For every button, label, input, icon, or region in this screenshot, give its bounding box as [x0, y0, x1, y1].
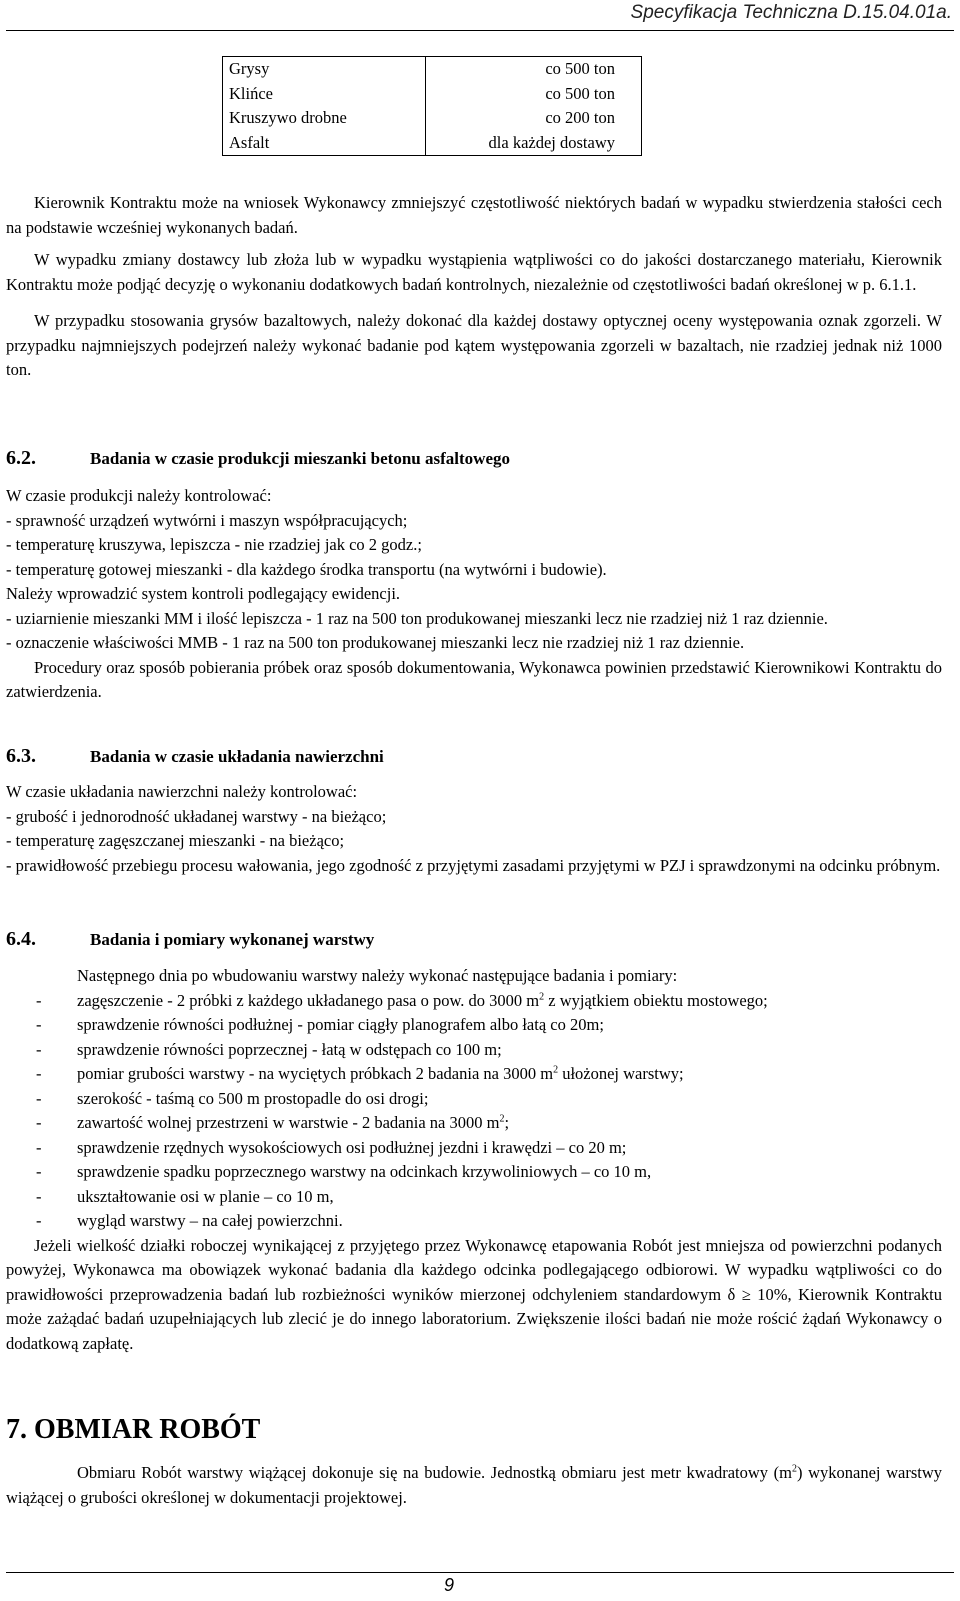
section-number: 6.3. — [6, 745, 36, 767]
frequency-cell: co 200 ton — [426, 106, 642, 131]
item-text: sprawdzenie spadku poprzecznego warstwy na odcinkach krzywoliniowych – co 10 m, — [77, 1162, 652, 1181]
section-title: Badania w czasie produkcji mieszanki betonu asfaltowego — [90, 449, 510, 468]
list-item — [6, 1185, 942, 1210]
frequency-cell: co 500 ton — [426, 57, 642, 82]
frequency-cell: dla każdej dostawy — [426, 131, 642, 156]
item-text: zawartość wolnej przestrzeni w warstwie - 2 badania na 3000 m — [77, 1113, 500, 1132]
section-number: 6.4. — [6, 928, 36, 950]
list-item — [6, 1111, 942, 1136]
dash-bullet: - — [36, 1113, 42, 1132]
section-heading-6-3 — [6, 745, 384, 768]
dash-bullet: - — [36, 1088, 42, 1108]
text-line: - prawidłowość przebiegu procesu wałowania, jego zgodność z przyjętymi zasadami przyjętymi w PZJ i sprawdzonymi na odcinku próbnym. — [6, 855, 941, 875]
frequency-cell: co 500 ton — [426, 82, 642, 107]
paragraph-text: Obmiaru Robót warstwy wiążącej dokonuje się na budowie. Jednostką obmiaru jest metr kwadratowy (m — [77, 1463, 792, 1482]
item-text: wygląd warstwy – na całej powierzchni. — [77, 1211, 343, 1230]
measurement-list — [6, 989, 942, 1234]
paragraph: Jeżeli wielkość działki roboczej wynikającej z przyjętego przez Wykonawcę etapowania Robót jest mniejsza od powierzchni podanych powyżej, Wykonawca ma obowiązek wykonać badania dla każdego odcinka podlegającego odbiorowi. W wypadku wątpliwości co do prawidłowości przeprowadzenia badań lub rozbieżności wyników mierzonej odchyleniem standardowym δ ≥ 10%, Kierownik Kontraktu może zażądać badań uzupełniających lub zlecić je do innego laboratorium. Zwiększenie ilości badań nie może rościć żądań Wykonawcy o dodatkową zapłatę. — [6, 1235, 942, 1353]
list-item — [6, 1087, 942, 1112]
item-text: sprawdzenie równości poprzecznej - łatą w odstępach co 100 m; — [77, 1039, 502, 1059]
list-item — [6, 989, 942, 1014]
section-heading-6-2 — [6, 447, 510, 470]
text-line: - temperaturę kruszywa, lepiszcza - nie rzadziej jak co 2 godz.; — [6, 535, 422, 554]
dash-bullet: - — [36, 1211, 42, 1230]
text-line: - sprawność urządzeń wytwórni i maszyn współpracujących; — [6, 510, 408, 530]
text-line: W czasie układania nawierzchni należy kontrolować: — [6, 782, 358, 801]
dash-bullet: - — [36, 1039, 42, 1059]
paragraph: W przypadku stosowania grysów bazaltowych, należy dokonać dla każdej dostawy optycznej oceny występowania oznak zgorzeli. W przypadku najmniejszych podejrzeń należy wykonać badanie pod kątem występowania zgorzeli w bazaltach, nie rzadziej jednak niż 1000 ton. — [6, 311, 942, 379]
item-text: ułożonej warstwy; — [558, 1064, 684, 1083]
text-line: W czasie produkcji należy kontrolować: — [6, 486, 272, 505]
section-heading-6-4 — [6, 928, 374, 951]
chapter-heading: 7. OBMIAR ROBÓT — [6, 1414, 261, 1445]
material-cell: Grysy — [223, 57, 426, 82]
paragraph: W wypadku zmiany dostawcy lub złoża lub w wypadku wystąpienia wątpliwości co do jakości dostarczanego materiału, Kierownik Kontraktu może podjąć decyzję o wykonaniu dodatkowych badań kontrolnych, niezależnie od częstotliwości badań określonej w p. 6.1.1. — [6, 250, 942, 294]
dash-bullet: - — [36, 1137, 42, 1157]
superscript: 2 — [791, 1463, 797, 1475]
item-text: ukształtowanie osi w planie – co 10 m, — [77, 1186, 334, 1206]
section-6-3-body — [6, 780, 942, 878]
section-6-2-body — [6, 484, 942, 705]
table-row — [223, 131, 642, 156]
footer-divider — [6, 1572, 954, 1573]
item-text: sprawdzenie równości podłużnej - pomiar ciągły planografem albo łatą co 20m; — [77, 1015, 604, 1034]
item-text: pomiar grubości warstwy - na wyciętych próbkach 2 badania na 3000 m — [77, 1064, 554, 1083]
section-number: 6.2. — [6, 447, 36, 469]
section-6-4-body — [6, 964, 942, 1356]
dash-bullet: - — [36, 1064, 42, 1083]
section-title: Badania w czasie układania nawierzchni — [90, 747, 384, 766]
text-line: - uziarnienie mieszanki MM i ilość lepiszcza - 1 raz na 500 ton produkowanej mieszanki lecz nie rzadziej niż 1 raz dziennie. — [6, 608, 828, 628]
paragraph: Kierownik Kontraktu może na wniosek Wykonawcy zmniejszyć częstotliwość niektórych badań w wypadku stwierdzenia stałości cech na podstawie wcześniej wykonanych badań. — [6, 193, 942, 237]
text-line: - temperaturę zagęszczanej mieszanki - na bieżąco; — [6, 831, 345, 850]
item-text: z wyjątkiem obiektu mostowego; — [544, 990, 768, 1010]
list-item — [6, 1062, 942, 1087]
list-item — [6, 1160, 942, 1185]
item-text: szerokość - taśmą co 500 m prostopadle do osi drogi; — [77, 1088, 429, 1108]
list-item — [6, 1136, 942, 1161]
item-text: sprawdzenie rzędnych wysokościowych osi podłużnej jezdni i krawędzi – co 20 m; — [77, 1137, 627, 1157]
paragraph — [6, 1461, 942, 1510]
superscript: 2 — [553, 1064, 559, 1076]
table-row — [223, 82, 642, 107]
table-row — [223, 106, 642, 131]
spec-header-title: Specyfikacja Techniczna D.15.04.01a. — [630, 2, 952, 23]
dash-bullet: - — [36, 1015, 42, 1034]
section-7-body — [6, 1461, 942, 1510]
intro-block — [6, 191, 942, 383]
section-title: Badania i pomiary wykonanej warstwy — [90, 930, 375, 949]
item-text: ; — [504, 1113, 510, 1132]
dash-bullet: - — [36, 1162, 42, 1181]
material-cell: Asfalt — [223, 131, 426, 156]
dash-bullet: - — [36, 990, 42, 1010]
list-item — [6, 1038, 942, 1063]
superscript: 2 — [499, 1113, 505, 1125]
list-item — [6, 1013, 942, 1038]
item-text: zagęszczenie - 2 próbki z każdego układanego pasa o pow. do 3000 m — [77, 990, 540, 1010]
list-item — [6, 1209, 942, 1234]
header-divider — [6, 30, 954, 31]
paragraph-text: ) wykonanej warstwy wiążącej o grubości określonej w dokumentacji projektowej. — [6, 1463, 943, 1507]
text-line: - temperaturę gotowej mieszanki - dla każdego środka transportu (na wytwórni i budowie). — [6, 559, 607, 579]
material-cell: Kruszywo drobne — [223, 106, 426, 131]
text-line: Następnego dnia po wbudowaniu warstwy należy wykonać następujące badania i pomiary: — [77, 966, 678, 985]
paragraph: Procedury oraz sposób pobierania próbek oraz sposób dokumentowania, Wykonawca powinien przedstawić Kierownikowi Kontraktu do zatwierdzenia. — [6, 657, 942, 701]
superscript: 2 — [539, 991, 545, 1002]
text-line: - oznaczenie właściwości MMB - 1 raz na 500 ton produkowanej mieszanki lecz nie rzadziej niż 1 raz dziennie. — [6, 633, 745, 652]
material-cell: Klińce — [223, 82, 426, 107]
frequency-table — [222, 56, 642, 156]
text-line: Należy wprowadzić system kontroli podlegający ewidencji. — [6, 584, 401, 603]
text-line: - grubość i jednorodność układanej warstwy - na bieżąco; — [6, 806, 387, 826]
table-row — [223, 57, 642, 82]
page-number: 9 — [444, 1575, 455, 1595]
dash-bullet: - — [36, 1186, 42, 1206]
